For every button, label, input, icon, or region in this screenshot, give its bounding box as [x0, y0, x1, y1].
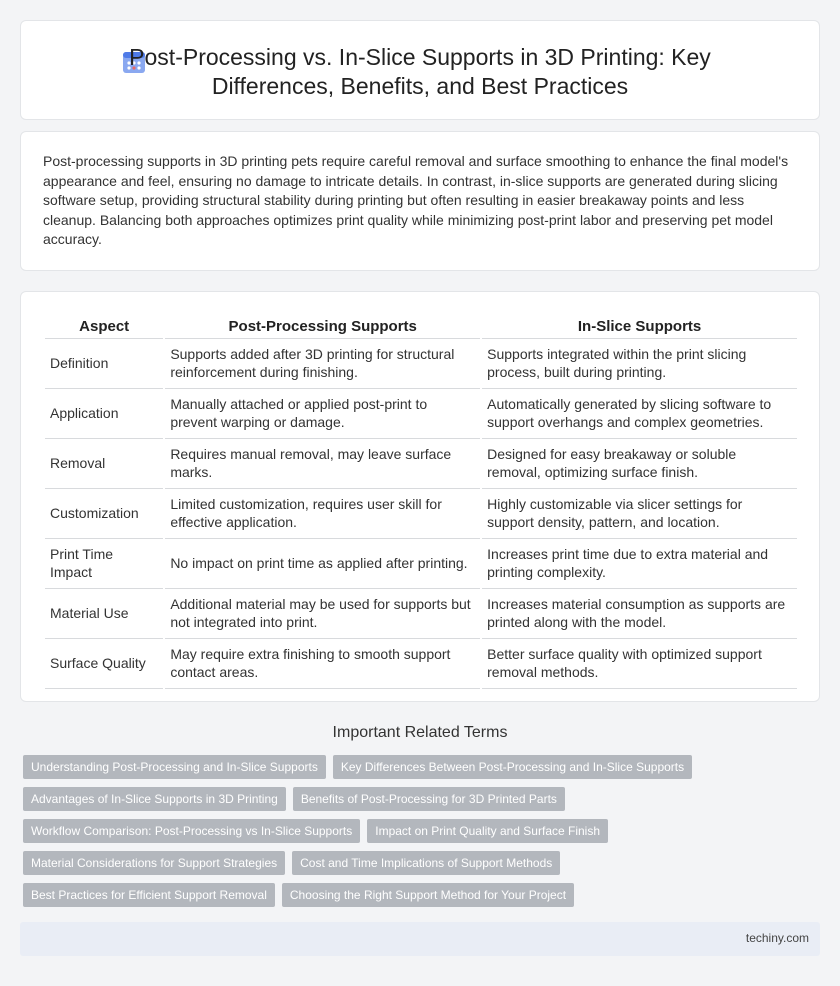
row-post-processing: No impact on print time as applied after printing. — [165, 539, 480, 589]
related-term-link[interactable]: Understanding Post-Processing and In-Slice Supports — [23, 755, 326, 779]
related-term-link[interactable]: Material Considerations for Support Strategies — [23, 851, 285, 875]
row-post-processing: Limited customization, requires user skill for effective application. — [165, 489, 480, 539]
row-in-slice: Automatically generated by slicing software to support overhangs and complex geometries. — [482, 389, 797, 439]
related-term-link[interactable]: Benefits of Post-Processing for 3D Printed Parts — [293, 787, 565, 811]
comparison-table-card — [20, 291, 820, 702]
row-aspect: Print Time Impact — [45, 539, 163, 589]
table-row — [45, 639, 797, 689]
table-row — [45, 489, 797, 539]
footer — [20, 922, 820, 956]
row-aspect: Application — [45, 389, 163, 439]
footer-site-link[interactable]: techiny.com — [745, 931, 809, 945]
header-aspect: Aspect — [45, 314, 163, 339]
related-term-link[interactable]: Cost and Time Implications of Support Methods — [292, 851, 560, 875]
table-row — [45, 389, 797, 439]
related-term-link[interactable]: Workflow Comparison: Post-Processing vs In-Slice Supports — [23, 819, 360, 843]
comparison-table — [43, 314, 799, 689]
related-terms-title: Important Related Terms — [332, 724, 508, 741]
row-in-slice: Increases print time due to extra material and printing complexity. — [482, 539, 797, 589]
row-aspect: Definition — [45, 339, 163, 389]
title-card — [20, 20, 820, 120]
related-terms-list — [23, 755, 813, 907]
row-post-processing: Additional material may be used for supports but not integrated into print. — [165, 589, 480, 639]
table-header-row — [45, 314, 797, 339]
row-aspect: Removal — [45, 439, 163, 489]
header-in-slice: In-Slice Supports — [482, 314, 797, 339]
row-aspect: Surface Quality — [45, 639, 163, 689]
related-term-link[interactable]: Advantages of In-Slice Supports in 3D Printing — [23, 787, 286, 811]
related-term-link[interactable]: Impact on Print Quality and Surface Finish — [367, 819, 608, 843]
page-title: Post-Processing vs. In-Slice Supports in 3D Printing: Key Differences, Benefits, and Best Practices — [129, 44, 711, 99]
intro-paragraph: Post-processing supports in 3D printing pets require careful removal and surface smoothing to enhance the final model's appearance and feel, ensuring no damage to intricate details. In contrast, in-slice supports are generated during slicing software setup, providing structural stability during printing but often resulting in easier breakaway points and less cleanup. Balancing both approaches optimizes print quality while minimizing post-print labor and preserving pet model accuracy. — [43, 153, 789, 247]
row-post-processing: Supports added after 3D printing for structural reinforcement during finishing. — [165, 339, 480, 389]
row-in-slice: Designed for easy breakaway or soluble removal, optimizing surface finish. — [482, 439, 797, 489]
table-row — [45, 439, 797, 489]
table-row — [45, 589, 797, 639]
related-term-link[interactable]: Best Practices for Efficient Support Removal — [23, 883, 275, 907]
related-term-link[interactable]: Choosing the Right Support Method for Your Project — [282, 883, 574, 907]
header-post-processing: Post-Processing Supports — [165, 314, 480, 339]
row-in-slice: Supports integrated within the print slicing process, built during printing. — [482, 339, 797, 389]
row-aspect: Customization — [45, 489, 163, 539]
row-in-slice: Highly customizable via slicer settings for support density, pattern, and location. — [482, 489, 797, 539]
row-post-processing: May require extra finishing to smooth support contact areas. — [165, 639, 480, 689]
row-post-processing: Manually attached or applied post-print to prevent warping or damage. — [165, 389, 480, 439]
table-row — [45, 339, 797, 389]
intro-card — [20, 131, 820, 271]
row-in-slice: Better surface quality with optimized support removal methods. — [482, 639, 797, 689]
row-post-processing: Requires manual removal, may leave surface marks. — [165, 439, 480, 489]
related-term-link[interactable]: Key Differences Between Post-Processing and In-Slice Supports — [333, 755, 692, 779]
row-aspect: Material Use — [45, 589, 163, 639]
row-in-slice: Increases material consumption as supports are printed along with the model. — [482, 589, 797, 639]
table-row — [45, 539, 797, 589]
